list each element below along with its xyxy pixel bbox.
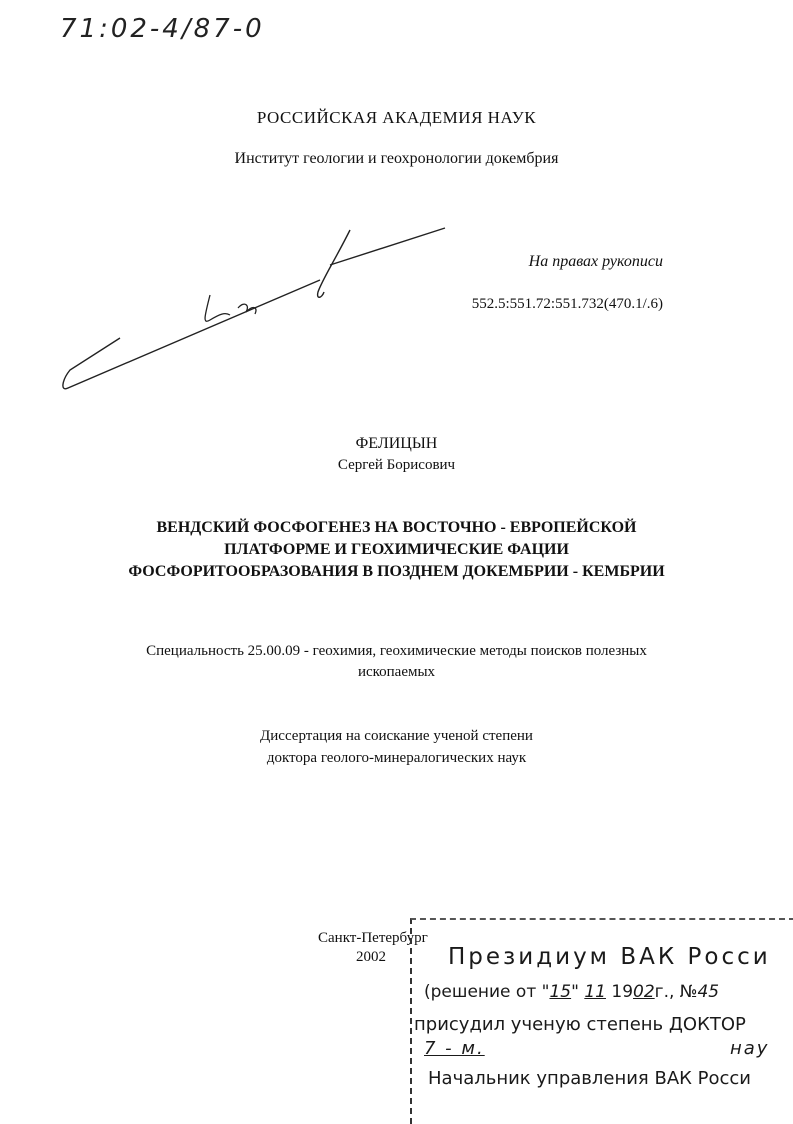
stamp-field-suffix: нау xyxy=(730,1038,770,1059)
stamp-field-handwritten: 7 - м. xyxy=(424,1038,485,1059)
stamp-field xyxy=(424,1038,770,1059)
stamp-number: 45 xyxy=(697,982,720,1002)
author-name: Сергей Борисович xyxy=(337,457,456,473)
year: 2002 xyxy=(356,949,386,965)
dissertation-title xyxy=(0,517,793,583)
manuscript-rights-note: На правах рукописи xyxy=(528,253,663,270)
title-line: ПЛАТФОРМЕ И ГЕОХИМИЧЕСКИЕ ФАЦИИ xyxy=(224,541,569,558)
degree-line: Диссертация на соискание ученой степени xyxy=(260,728,533,744)
degree-statement xyxy=(0,725,793,769)
stamp-day: 15 xyxy=(549,982,572,1002)
academy-name: РОССИЙСКАЯ АКАДЕМИЯ НАУК xyxy=(256,108,537,127)
institute-name: Институт геологии и геохронологии докембрия xyxy=(234,150,559,167)
author-surname: ФЕЛИЦЫН xyxy=(355,435,438,452)
stamp-awarded: присудил ученую степень ДОКТОР xyxy=(414,1014,746,1035)
title-line: ВЕНДСКИЙ ФОСФОГЕНЕЗ НА ВОСТОЧНО - ЕВРОПЕЙСКОЙ xyxy=(156,519,637,536)
specialty-line: ископаемых xyxy=(357,664,436,680)
city: Санкт-Петербург xyxy=(318,930,428,946)
degree-line: доктора геолого-минералогических наук xyxy=(266,750,527,766)
stamp-head: Начальник управления ВАК Росси xyxy=(428,1068,752,1089)
title-line: ФОСФОРИТООБРАЗОВАНИЯ В ПОЗДНЕМ ДОКЕМБРИИ - КЕМБРИИ xyxy=(128,563,665,580)
vak-stamp xyxy=(410,918,793,1124)
stamp-month: 11 xyxy=(584,982,606,1002)
stamp-year: 02 xyxy=(633,982,655,1002)
stamp-presidium: Президиум ВАК Росси xyxy=(448,944,771,970)
stamp-decision-prefix: (решение от " xyxy=(424,982,550,1002)
handwritten-archive-code: 71:02-4/87-0 xyxy=(60,14,265,44)
signature xyxy=(60,220,460,400)
stamp-decision xyxy=(424,982,719,1002)
specialty-line: Специальность 25.00.09 - геохимия, геохимические методы поисков полезных xyxy=(146,643,647,659)
stamp-quote: " xyxy=(571,982,579,1002)
stamp-year-prefix: 19 xyxy=(611,982,634,1002)
stamp-number-label: г., № xyxy=(654,982,698,1002)
udc-code: 552.5:551.72:551.732(470.1/.6) xyxy=(471,296,663,312)
specialty xyxy=(0,641,793,683)
